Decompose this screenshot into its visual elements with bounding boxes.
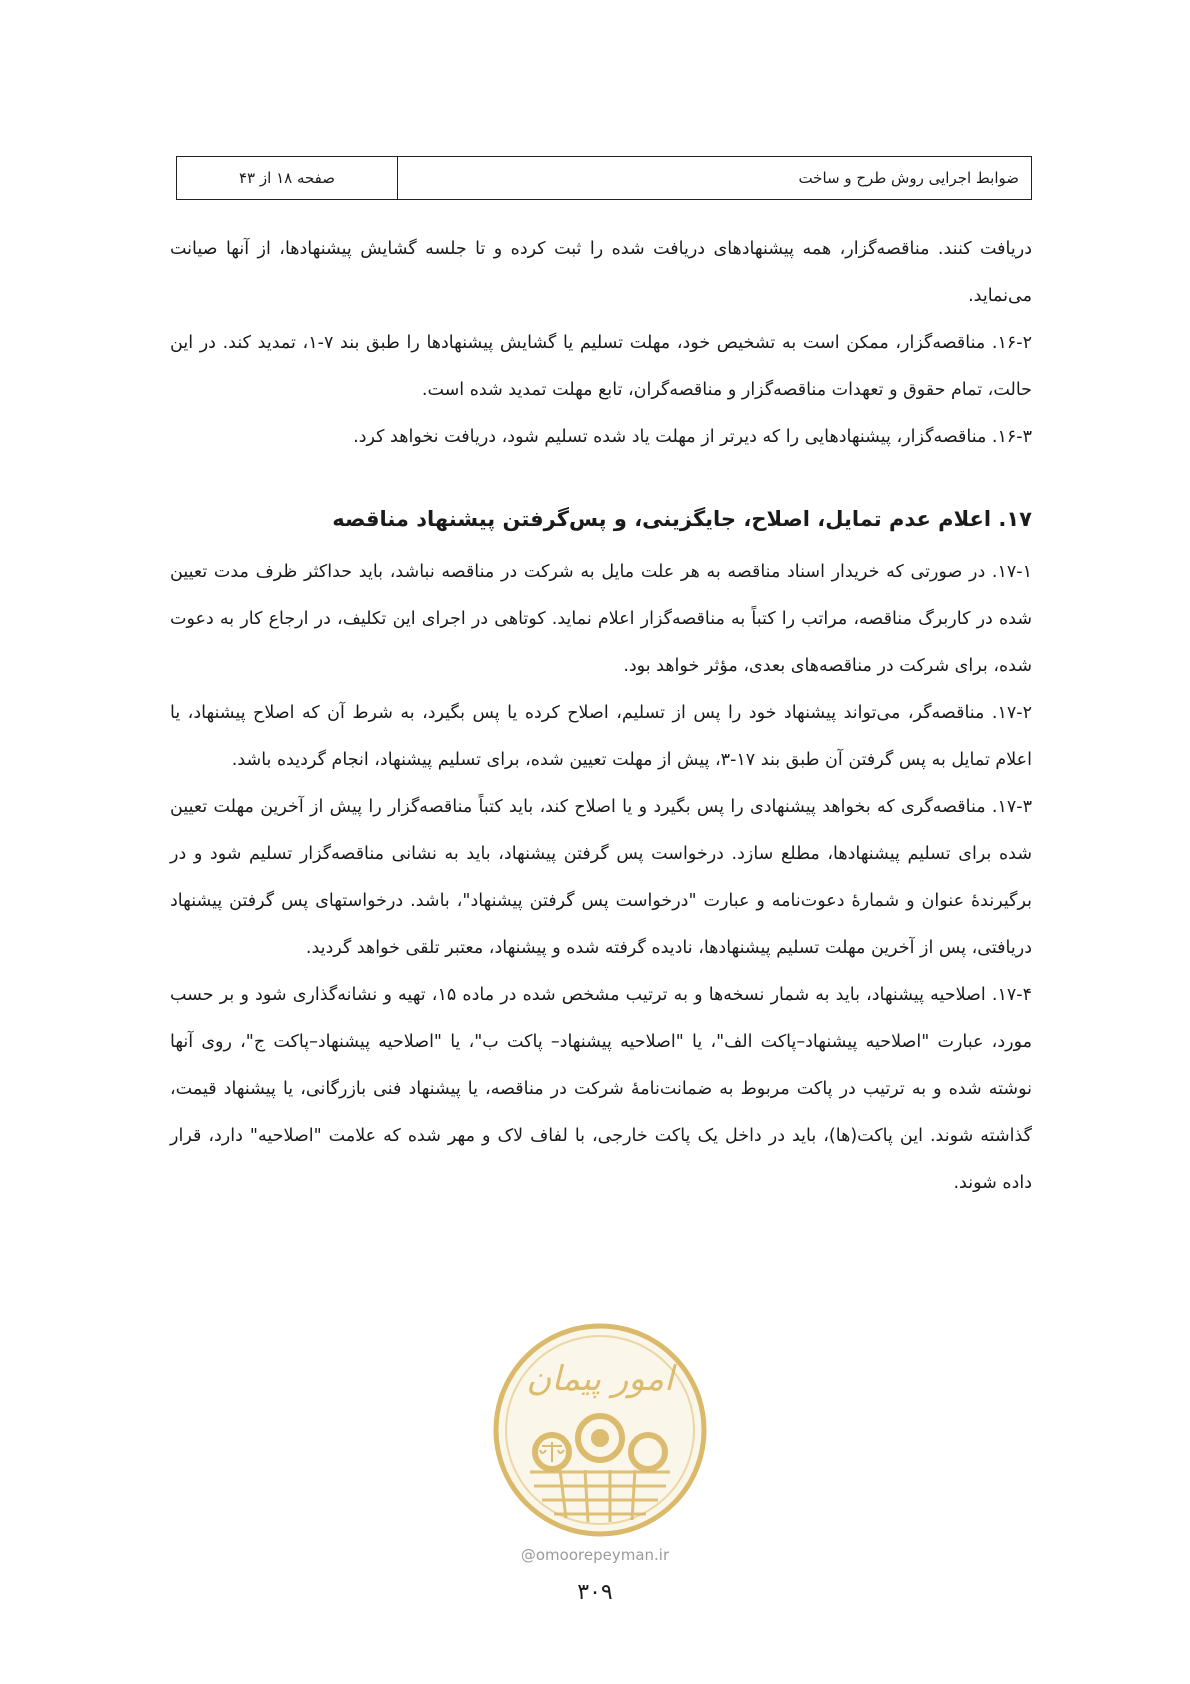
- paragraph: ۱۶-۳. مناقصه‌گزار، پیشنهادهایی را که دیرتر از مهلت یاد شده تسلیم شود، دریافت نخواهد کرد.: [353, 427, 1032, 447]
- page-info: صفحه ۱۸ از ۴۳: [238, 169, 336, 187]
- watermark-text: @omoorepeyman.ir: [520, 1546, 670, 1564]
- seal-text: امور پیمان: [526, 1359, 674, 1399]
- paragraph: ۱۷-۴. اصلاحیه پیشنهاد، باید به شمار نسخه‌ها و به ترتیب مشخص شده در ماده ۱۵، تهیه و نشانه‌گذاری شود و بر حسب مورد، عبارت "اصلاحیه پیشنهاد–پاکت الف"، یا "اصلاحیه پیشنهاد– پاکت ب"، یا "اصلاحیه پیشنهاد–پاکت ج"، روی آنها نوشته شده و به ترتیب در پاکت مربوط به ضمانت‌نامهٔ شرکت در مناقصه، یا پیشنهاد فنی بازرگانی، یا پیشنهاد قیمت، گذاشته شوند. این پاکت(ها)، باید در داخل یک پاکت خارجی، با لفاف لاک و مهر شده که علامت "اصلاحیه" دارد، قرار داده شوند.: [170, 985, 1033, 1193]
- omoor-peyman-seal-logo: [490, 1320, 710, 1540]
- body-text: [170, 226, 1032, 1207]
- paragraph: ۱۷-۱. در صورتی که خریدار اسناد مناقصه به هر علت مایل به شرکت در مناقصه نباشد، باید حداکثر ظرف مدت تعیین شده در کاربرگ مناقصه، مراتب را کتباً به مناقصه‌گزار اعلام نماید. کوتاهی در اجرای این تکلیف، در ارجاع کار به دعوت شده، برای شرکت در مناقصه‌های بعدی، مؤثر خواهد بود.: [170, 562, 1032, 676]
- paragraph: ۱۶-۲. مناقصه‌گزار، ممکن است به تشخیص خود، مهلت تسلیم یا گشایش پیشنهادها را طبق بند ۷-۱، تمدید کند. در این حالت، تمام حقوق و تعهدات مناقصه‌گزار و مناقصه‌گران، تابع مهلت تمدید شده است.: [170, 333, 1032, 400]
- page-header: [176, 156, 1032, 200]
- page-number: ۳۰۹: [577, 1580, 613, 1605]
- paragraph: ۱۷-۳. مناقصه‌گری که بخواهد پیشنهادی را پس بگیرد و یا اصلاح کند، باید کتباً مناقصه‌گزار را پیش از آخرین مهلت تعیین شده برای تسلیم پیشنهادها، مطلع سازد. درخواست پس گرفتن پیشنهاد، باید به نشانی مناقصه‌گزار تسلیم شود و در برگیرندهٔ عنوان و شمارهٔ دعوت‌نامه و عبارت "درخواست پس گرفتن پیشنهاد"، باشد. درخواستهای پس گرفتن پیشنهاد دریافتی، پس از آخرین مهلت تسلیم پیشنهادها، نادیده گرفته شده و پیشنهاد، معتبر تلقی خواهد گردید.: [170, 797, 1032, 958]
- paragraph: دریافت کنند. مناقصه‌گزار، همه پیشنهادهای دریافت شده را ثبت کرده و تا جلسه گشایش پیشنهادها، از آنها صیانت می‌نماید.: [170, 239, 1032, 306]
- document-title: ضوابط اجرایی روش طرح و ساخت: [397, 157, 1031, 199]
- section-heading: ۱۷. اعلام عدم تمایل، اصلاح، جایگزینی، و پس‌گرفتن پیشنهاد مناقصه: [332, 507, 1032, 531]
- paragraph: ۱۷-۲. مناقصه‌گر، می‌تواند پیشنهاد خود را پس از تسلیم، اصلاح کرده یا پس بگیرد، به شرط آن که اصلاح پیشنهاد، یا اعلام تمایل به پس گرفتن آن طبق بند ۱۷-۳، پیش از مهلت تعیین شده، برای تسلیم پیشنهاد، انجام گردیده باشد.: [170, 703, 1032, 770]
